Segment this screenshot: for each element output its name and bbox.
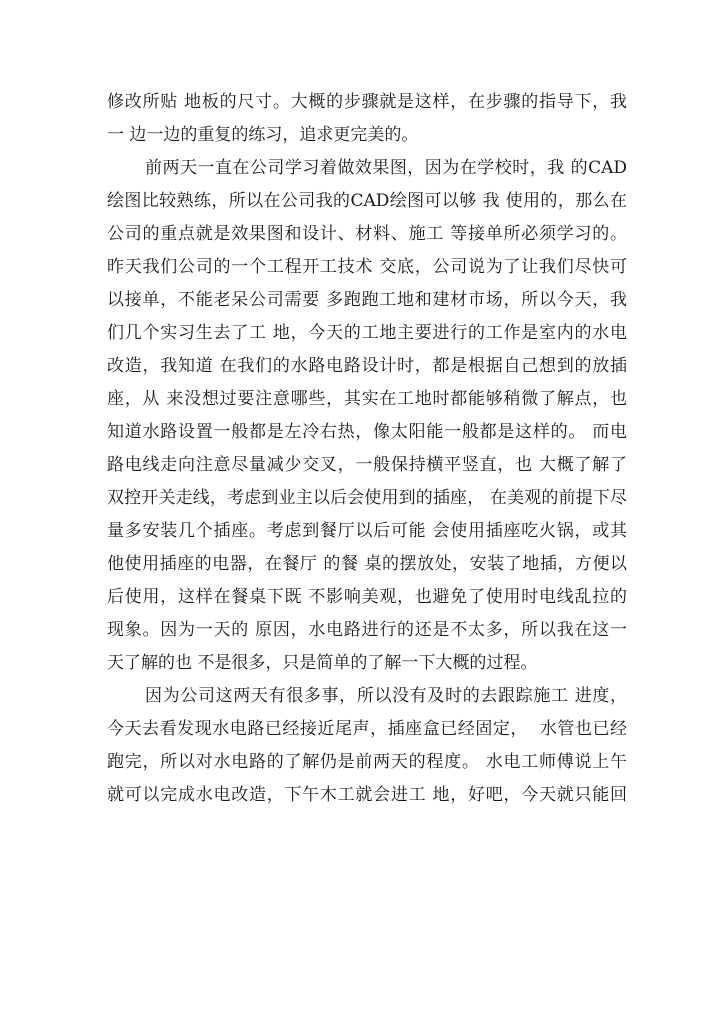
text-line: 座，从 来没想过要注意哪些，其实在工地时都能够稍微了解点，也 (107, 389, 627, 409)
text-line: 因为公司这两天有很多事，所以没有及时的去跟踪施工 进度， (145, 686, 627, 706)
text-line: 改造，我知道 在我们的水路电路设计时，都是根据自己想到的放插 (107, 356, 627, 376)
text-line: 以接单，不能老呆公司需要 多跑跑工地和建材市场，所以今天，我 (107, 290, 627, 310)
text-line: 就可以完成水电改造，下午木工就会进工 地，好吧，今天就只能回 (107, 785, 627, 805)
text-line: 知道水路设置一般都是左冷右热，像太阳能一般都是这样的。 而电 (107, 422, 627, 442)
text-line: 绘图比较熟练，所以在公司我的CAD绘图可以够 我 使用的，那么在 (107, 191, 627, 211)
text-line: 公司的重点就是效果图和设计、材料、施工 等接单所必须学习的。 (107, 224, 627, 244)
text-line: 量多安装几个插座。考虑到餐厅以后可能 会使用插座吃火锅，或其 (107, 521, 627, 541)
text-line: 今天去看发现水电路已经接近尾声，插座盒已经固定， 水管也已经 (107, 719, 627, 739)
text-line: 昨天我们公司的一个工程开工技术 交底，公司说为了让我们尽快可 (107, 257, 627, 277)
text-line: 后使用，这样在餐桌下既 不影响美观，也避免了使用时电线乱拉的 (107, 587, 627, 607)
text-line: 路电线走向注意尽量减少交叉，一般保持横平竖直，也 大概了解了 (107, 455, 627, 475)
text-line: 双控开关走线，考虑到业主以后会使用到的插座， 在美观的前提下尽 (107, 488, 627, 508)
body-text (107, 86, 627, 812)
text-line: 跑完，所以对水电路的了解仍是前两天的程度。 水电工师傅说上午 (107, 752, 627, 772)
text-line: 修改所贴 地板的尺寸。大概的步骤就是这样，在步骤的指导下，我 (107, 92, 627, 112)
text-line: 现象。因为一天的 原因，水电路进行的还是不太多，所以我在这一 (107, 620, 627, 640)
text-line: 一 边一边的重复的练习，追求更完美的。 (107, 125, 419, 145)
text-line: 们几个实习生去了工 地，今天的工地主要进行的工作是室内的水电 (107, 323, 627, 343)
text-line: 天了解的也 不是很多，只是简单的了解一下大概的过程。 (107, 653, 538, 673)
text-line: 他使用插座的电器，在餐厅 的餐 桌的摆放处，安装了地插，方便以 (107, 554, 627, 574)
text-line: 前两天一直在公司学习着做效果图，因为在学校时，我 的CAD (145, 158, 627, 178)
